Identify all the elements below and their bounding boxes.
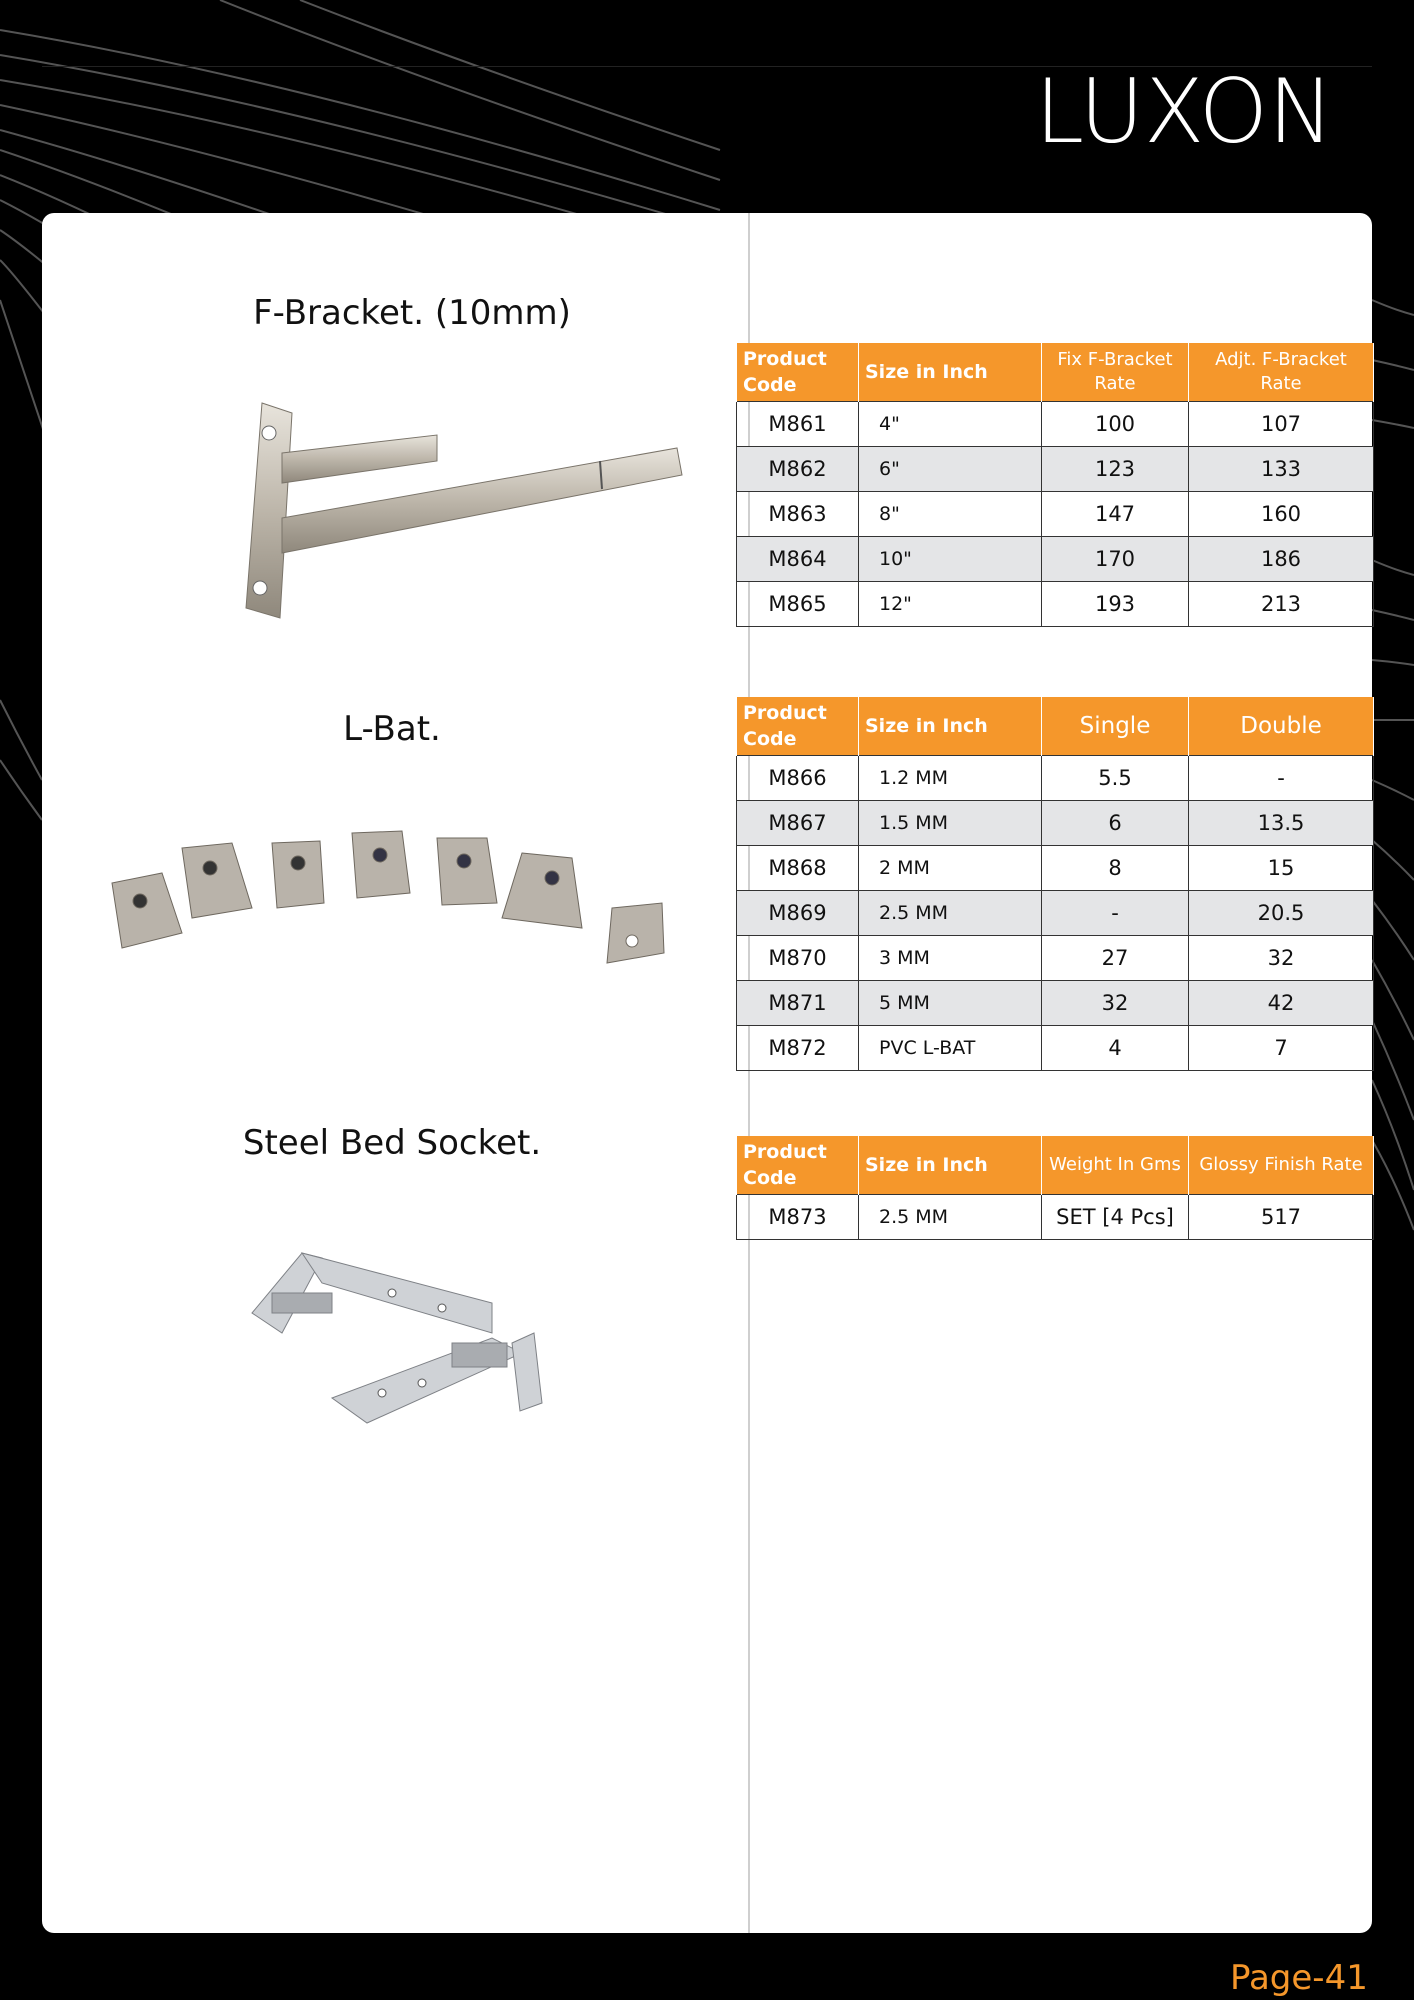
size-value: 2 MM <box>859 846 1042 891</box>
product-code: M869 <box>737 891 859 936</box>
product-code: M865 <box>737 582 859 627</box>
single-value: 6 <box>1042 801 1189 846</box>
rate-value: 193 <box>1042 582 1189 627</box>
f-bracket-image <box>232 393 692 623</box>
size-value: 4" <box>859 402 1042 447</box>
table-row <box>737 1195 1374 1240</box>
table-row <box>737 492 1374 537</box>
rate-value: 213 <box>1189 582 1374 627</box>
l-bat-price-table <box>736 697 1374 1071</box>
product-title-f-bracket: F-Bracket. (10mm) <box>253 293 571 333</box>
header-size: Size in Inch <box>859 697 1042 756</box>
table-row <box>737 891 1374 936</box>
product-title-l-bat: L-Bat. <box>343 709 441 749</box>
product-code: M864 <box>737 537 859 582</box>
logo-letters: LUXON <box>1035 62 1334 158</box>
double-value: 13.5 <box>1189 801 1374 846</box>
size-value: PVC L-BAT <box>859 1026 1042 1071</box>
table-row <box>737 981 1374 1026</box>
header-glossy-rate: Glossy Finish Rate <box>1189 1136 1374 1195</box>
size-value: 12" <box>859 582 1042 627</box>
product-code: M861 <box>737 402 859 447</box>
double-value: 42 <box>1189 981 1374 1026</box>
header-weight: Weight In Gms <box>1042 1136 1189 1195</box>
header-single: Single <box>1042 697 1189 756</box>
rate-value: 123 <box>1042 447 1189 492</box>
product-code: M863 <box>737 492 859 537</box>
steel-bed-socket-image <box>242 1233 582 1483</box>
table-row <box>737 846 1374 891</box>
product-code: M871 <box>737 981 859 1026</box>
luxon-logo-graphic <box>1035 62 1375 158</box>
rate-value: 517 <box>1189 1195 1374 1240</box>
rate-value: 107 <box>1189 402 1374 447</box>
bed-socket-price-table <box>736 1136 1374 1240</box>
size-value: 2.5 MM <box>859 1195 1042 1240</box>
header-product-code: Product Code <box>737 1136 859 1195</box>
rate-value: 170 <box>1042 537 1189 582</box>
table-row <box>737 537 1374 582</box>
single-value: 32 <box>1042 981 1189 1026</box>
header-double: Double <box>1189 697 1374 756</box>
header-adjt-rate: Adjt. F-Bracket Rate <box>1189 343 1374 402</box>
table-row <box>737 936 1374 981</box>
size-value: 1.5 MM <box>859 801 1042 846</box>
size-value: 2.5 MM <box>859 891 1042 936</box>
size-value: 8" <box>859 492 1042 537</box>
rate-value: 160 <box>1189 492 1374 537</box>
l-bat-image <box>102 803 682 983</box>
table-row <box>737 582 1374 627</box>
single-value: 5.5 <box>1042 756 1189 801</box>
size-value: 3 MM <box>859 936 1042 981</box>
weight-value: SET [4 Pcs] <box>1042 1195 1189 1240</box>
product-code: M862 <box>737 447 859 492</box>
rate-value: 186 <box>1189 537 1374 582</box>
double-value: 32 <box>1189 936 1374 981</box>
header-size: Size in Inch <box>859 343 1042 402</box>
product-title-steel-bed-socket: Steel Bed Socket. <box>242 1123 542 1163</box>
f-bracket-price-table <box>736 343 1374 627</box>
single-value: 4 <box>1042 1026 1189 1071</box>
header-product-code: Product Code <box>737 343 859 402</box>
single-value: - <box>1042 891 1189 936</box>
double-value: 7 <box>1189 1026 1374 1071</box>
header-size: Size in Inch <box>859 1136 1042 1195</box>
rate-value: 133 <box>1189 447 1374 492</box>
table-row <box>737 447 1374 492</box>
product-code: M872 <box>737 1026 859 1071</box>
double-value: 20.5 <box>1189 891 1374 936</box>
size-value: 6" <box>859 447 1042 492</box>
single-value: 8 <box>1042 846 1189 891</box>
product-code: M866 <box>737 756 859 801</box>
product-code: M867 <box>737 801 859 846</box>
table-row <box>737 1026 1374 1071</box>
double-value: - <box>1189 756 1374 801</box>
table-row <box>737 756 1374 801</box>
single-value: 27 <box>1042 936 1189 981</box>
header-fix-rate: Fix F-Bracket Rate <box>1042 343 1189 402</box>
product-code: M873 <box>737 1195 859 1240</box>
double-value: 15 <box>1189 846 1374 891</box>
brand-logo <box>1035 62 1375 158</box>
rate-value: 100 <box>1042 402 1189 447</box>
product-code: M870 <box>737 936 859 981</box>
header-product-code: Product Code <box>737 697 859 756</box>
product-code: M868 <box>737 846 859 891</box>
size-value: 1.2 MM <box>859 756 1042 801</box>
page-number: Page-41 <box>1230 1958 1368 1998</box>
table-row <box>737 801 1374 846</box>
rate-value: 147 <box>1042 492 1189 537</box>
size-value: 5 MM <box>859 981 1042 1026</box>
size-value: 10" <box>859 537 1042 582</box>
table-row <box>737 402 1374 447</box>
